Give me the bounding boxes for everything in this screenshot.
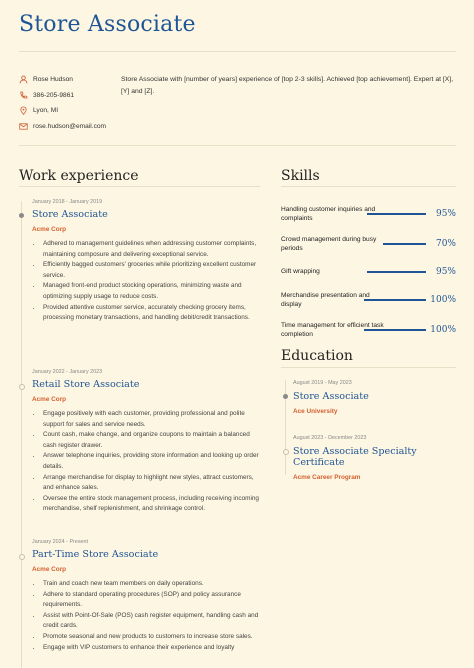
work-company: Acme Corp [32, 226, 67, 233]
skill-level-bar [364, 299, 426, 300]
work-dates: January 2022 - January 2023 [32, 369, 103, 375]
work-company: Acme Corp [32, 396, 67, 403]
skills-divider [281, 186, 456, 187]
work-title: Part-Time Store Associate [32, 549, 159, 560]
work-section-title: Work experience [19, 168, 139, 184]
work-dates: January 2018 - January 2019 [32, 199, 103, 205]
work-bullets [32, 409, 262, 515]
timeline-dot [19, 384, 25, 390]
education-school: Acme Career Program [293, 474, 361, 481]
skills-list [281, 199, 456, 345]
work-bullet: • Oversee the entire stock management process, including receiving incoming merchandise, shelf replenishment, and shrinkage control. [42, 494, 262, 515]
contact-location-row [19, 103, 119, 119]
timeline-dot [19, 554, 25, 560]
work-title: Store Associate [32, 209, 108, 220]
header-divider [19, 51, 456, 52]
contact-location: Lyon, MI [33, 107, 59, 115]
skill-percent: 95% [435, 267, 456, 277]
contact-phone: 386-205-9861 [33, 91, 75, 99]
work-bullet: • Engage positively with each customer, providing professional and polite support for sales and service needs. [42, 409, 262, 430]
education-dates: August 2019 - May 2023 [293, 380, 352, 386]
education-divider [281, 367, 456, 368]
skill-name: Crowd management during busy periods [281, 235, 377, 252]
education-school: Ace University [293, 408, 338, 415]
work-company: Acme Corp [32, 566, 67, 573]
education-item [293, 380, 463, 415]
work-bullet: • Adhered to management guidelines when addressing customer complaints, maintaining composure and delivering exceptional service. [42, 239, 262, 260]
contact-phone-row [19, 88, 119, 104]
skill-item [281, 315, 456, 345]
work-bullets [32, 579, 262, 653]
skill-percent: 70% [435, 239, 456, 249]
education-item [293, 435, 463, 481]
work-bullet: • Provided attentive customer service, accurately checking grocery items, processing monetary transactions, and handling debit/credit transactions. [42, 303, 262, 324]
contact-block [19, 72, 119, 134]
timeline-dot [283, 394, 288, 399]
skill-name: Handling customer inquiries and complaints [281, 205, 376, 222]
skill-name: Gift wrapping [281, 268, 320, 276]
location-pin-icon [19, 106, 28, 115]
contact-name-row [19, 72, 119, 88]
email-icon [19, 122, 28, 131]
work-dates: January 2024 - Present [32, 539, 89, 545]
person-icon [19, 75, 28, 84]
contact-email-row [19, 119, 119, 135]
work-title: Retail Store Associate [32, 379, 140, 390]
work-bullet: • Promote seasonal and new products to customers to increase store sales. [42, 632, 262, 643]
skill-level-bar [367, 271, 426, 272]
skill-item [281, 259, 456, 285]
skill-level-bar [383, 243, 426, 244]
work-bullet: • Adhere to standard operating procedures (SOP) and policy assurance requirements. [42, 590, 262, 611]
work-bullet: • Count cash, make change, and organize coupons to maintain a balanced cash register drawer. [42, 430, 262, 451]
summary-text: Store Associate with [number of years] experience of [top 2-3 skills]. Achieved [top achievement]. Expert at [X], [Y] and [Z]. [121, 76, 454, 95]
skill-level-bar [367, 213, 426, 214]
skill-name: Merchandise presentation and display [281, 291, 370, 308]
education-title: Store Associate Specialty Certificate [293, 446, 417, 468]
work-bullet: • Assist with Point-Of-Sale (POS) cash register equipment, handling cash and credit cards. [42, 611, 262, 632]
skill-item [281, 285, 456, 315]
timeline-dot [283, 449, 289, 455]
skill-percent: 100% [430, 325, 456, 335]
education-title: Store Associate [293, 391, 369, 402]
skill-item [281, 199, 456, 229]
contact-name: Rose Hudson [33, 76, 73, 84]
education-dates: August 2023 - December 2023 [293, 435, 367, 441]
skill-percent: 95% [435, 209, 456, 219]
work-bullet: • Arrange merchandise for display to highlight new styles, attract customers, and enhance sales. [42, 473, 262, 494]
work-divider [19, 186, 260, 187]
work-bullet: • Train and coach new team members on daily operations. [42, 579, 262, 590]
skill-percent: 100% [430, 295, 456, 305]
phone-icon [19, 91, 28, 100]
contact-email[interactable]: rose.hudson@email.com [33, 122, 107, 130]
work-bullet: • Efficiently bagged customers' groceries while prioritizing excellent customer service. [42, 260, 262, 281]
skill-name: Time management for efficient task completion [281, 321, 384, 338]
skill-level-bar [364, 329, 426, 330]
work-item [32, 369, 262, 515]
timeline-dot [19, 213, 24, 218]
work-timeline [21, 201, 22, 668]
work-bullet: • Managed front-end product stocking operations, minimizing waste and optimizing supply usage to reduce costs. [42, 281, 262, 302]
work-item [32, 199, 262, 324]
work-bullet: • Answer telephone inquiries, providing store information and looking up order details. [42, 451, 262, 472]
skills-section-title: Skills [281, 168, 320, 184]
work-bullets [32, 239, 262, 324]
summary-divider [19, 145, 456, 146]
education-section-title: Education [281, 348, 353, 364]
skill-item [281, 229, 456, 259]
work-item [32, 539, 262, 653]
page-title: Store Associate [19, 12, 196, 37]
work-bullet: • Engage with VIP customers to enhance their experience and loyalty [42, 643, 262, 654]
